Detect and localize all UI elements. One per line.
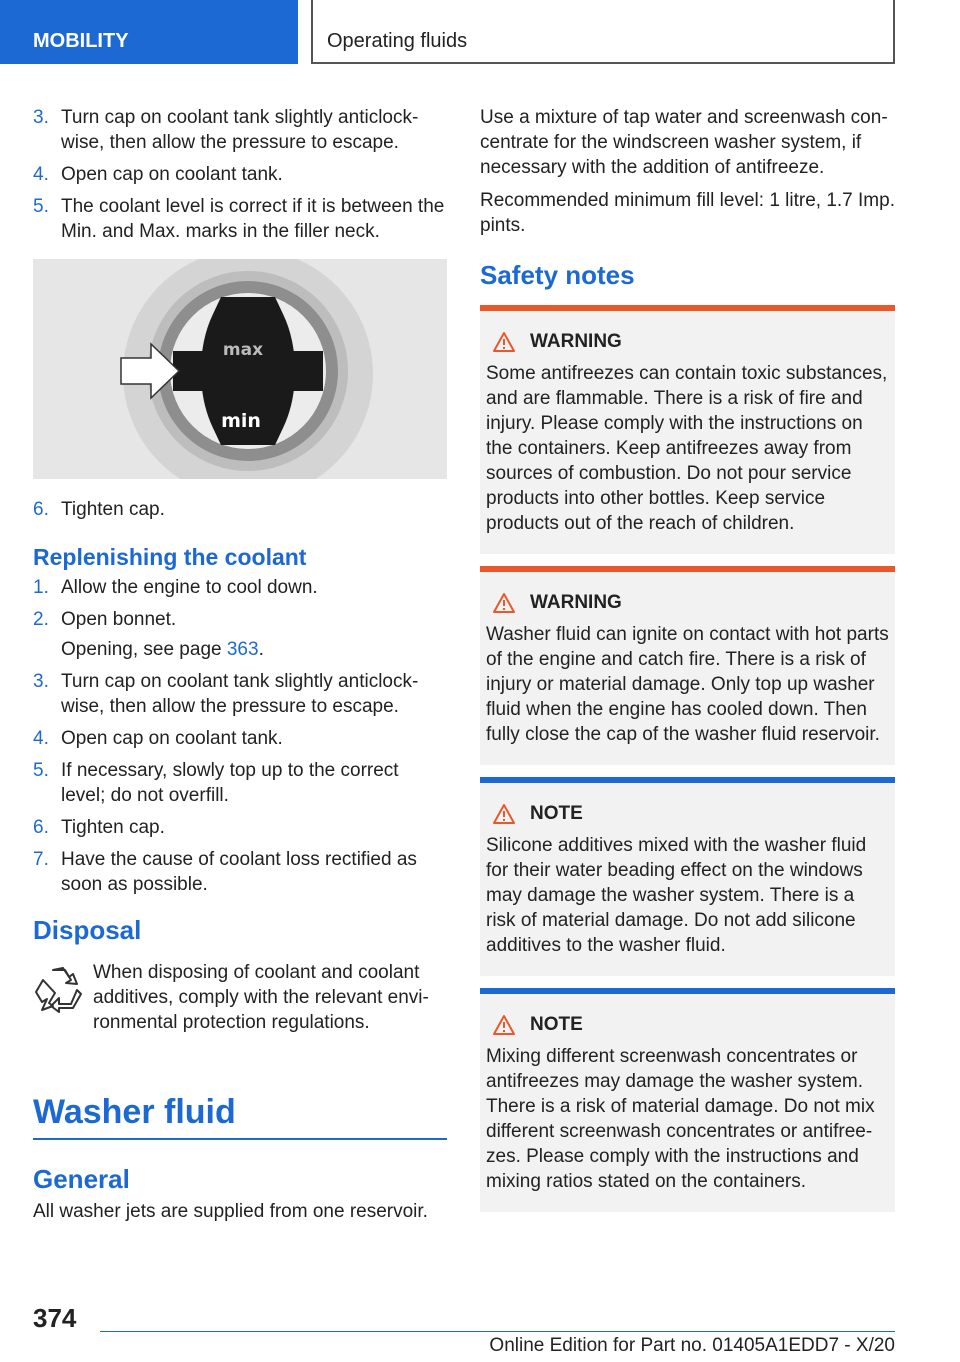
recycling-icon [33, 960, 93, 1035]
warning-box [480, 566, 895, 765]
replenishing-heading: Replenishing the coolant [33, 544, 307, 570]
list-item: 4. Open cap on coolant tank. [33, 728, 283, 749]
list-item: 5. If necessary, slowly top up to the correct level; do not overfill. [33, 760, 399, 806]
mixture-text: Use a mixture of tap water and screenwash concentrate for the windscreen washer system, if necessary with the addition of antifreeze. [480, 107, 888, 178]
list-item: 3. Turn cap on coolant tank slightly anticlockwise, then allow the pressure to escape. [33, 671, 419, 717]
box-text: Silicone additives mixed with the washer fluid for their water beading effect on the windows may damage the washer system. There is a risk of material damage. Do not add silicone additives to the washer fluid. [486, 835, 867, 956]
warning-triangle-icon [492, 331, 516, 353]
box-text: Washer fluid can ignite on contact with hot parts of the engine and catch fire. There is a risk of injury or material damage. Only top up washer fluid when the engine has cooled down. Then fully close the cap of the washer fluid reservoir. [486, 624, 889, 745]
max-mark: max [222, 340, 264, 360]
disposal-text: When disposing of coolant and coolant additives, comply with the relevant environmental protection regulations. [93, 962, 429, 1033]
warning-triangle-icon [492, 592, 516, 614]
right-column [480, 105, 895, 1224]
list-item: 2. Open bonnet. [33, 609, 177, 630]
list-item: 6. Tighten cap. [33, 499, 165, 520]
section-tab[interactable]: MOBILITY [0, 0, 298, 64]
heading-rule [33, 1138, 447, 1140]
page-number: 374 [33, 1303, 77, 1333]
list-item: 5. The coolant level is correct if it is between the Min. and Max. marks in the filler neck. [33, 196, 445, 242]
box-label: WARNING [530, 592, 622, 613]
min-fill-text: Recommended minimum fill level: 1 litre, 1.7 Imp. pints. [480, 190, 895, 236]
chapter-title: Operating fluids [311, 0, 895, 64]
list-item: 3. Turn cap on coolant tank slightly anticlockwise, then allow the pressure to escape. [33, 107, 419, 153]
warning-box [480, 305, 895, 554]
coolant-cap-illustration [33, 259, 447, 479]
footer-edition: Online Edition for Part no. 01405A1EDD7 - X/20 [100, 1331, 895, 1357]
min-mark: min [221, 410, 261, 432]
box-text: Mixing different screenwash concentrates or antifreezes may damage the washer system. There is a risk of material damage. Do not mix different screenwash concentrates or antifreezes. Please comply with the instructions and mixing ratios stated on the containers. [486, 1046, 875, 1192]
list-item: 4. Open cap on coolant tank. [33, 164, 283, 185]
washer-fluid-heading: Washer fluid [33, 1093, 236, 1131]
list-item: 1. Allow the engine to cool down. [33, 577, 318, 598]
coolant-filler-neck-image [33, 259, 447, 479]
disposal-heading: Disposal [33, 915, 142, 945]
box-text: Some antifreezes can contain toxic substances, and are flammable. There is a risk of fire and injury. Please comply with the instructions on the containers. Keep antifreezes away from sources of combustion. Do not pour service products into other bottles. Keep service products out of the reach of children. [486, 363, 888, 534]
page-reference: Opening, see page 363. [61, 639, 264, 660]
disposal-block [33, 960, 447, 1035]
box-label: WARNING [530, 331, 622, 352]
box-label: NOTE [530, 803, 583, 824]
note-box [480, 988, 895, 1212]
box-label: NOTE [530, 1014, 583, 1035]
page-link[interactable]: 363 [226, 639, 259, 660]
note-box [480, 777, 895, 976]
left-column [33, 105, 447, 1232]
warning-triangle-icon [492, 803, 516, 825]
list-item: 7. Have the cause of coolant loss rectified as soon as possible. [33, 849, 417, 895]
general-text: All washer jets are supplied from one reservoir. [33, 1201, 428, 1222]
general-heading: General [33, 1164, 130, 1194]
warning-triangle-icon [492, 1014, 516, 1036]
safety-notes-heading: Safety notes [480, 260, 635, 290]
list-item: 6. Tighten cap. [33, 817, 165, 838]
